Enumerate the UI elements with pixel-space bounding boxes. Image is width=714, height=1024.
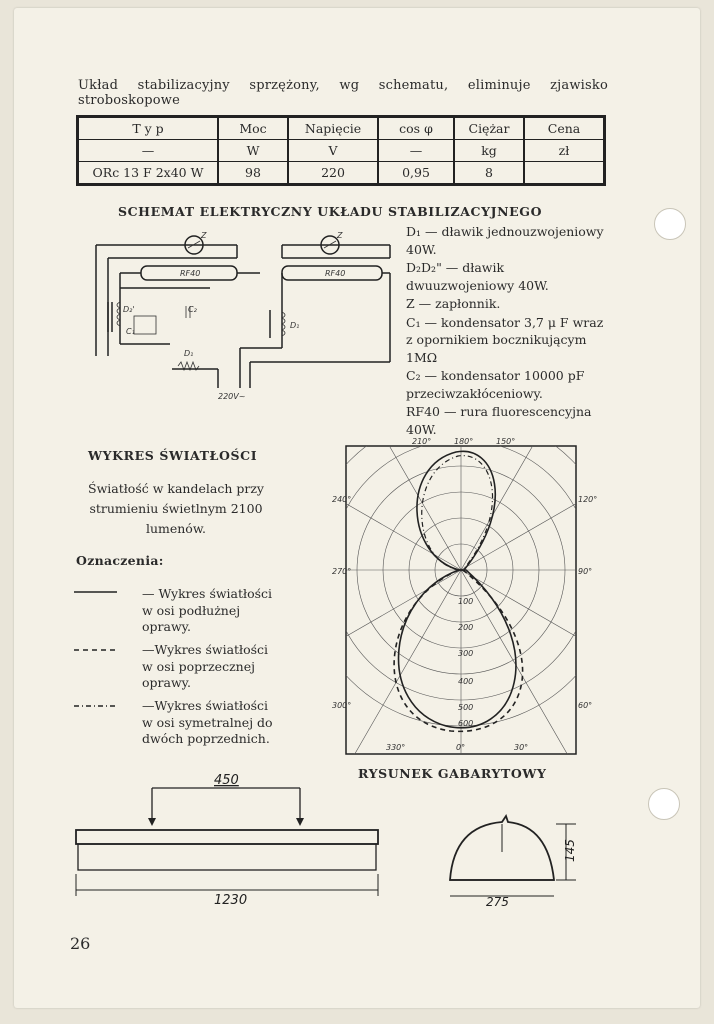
polar-label-270: 270° (332, 567, 352, 576)
legend-c2: C₂ — kondensator 10000 pF przeciwzakłóceniowy. (406, 368, 585, 401)
radial-label-500: 500 (458, 703, 474, 712)
radial-label-400: 400 (458, 677, 474, 686)
gabaryt-title: RYSUNEK GABARYTOWY (358, 766, 547, 781)
polar-label-300: 300° (332, 701, 352, 710)
table-cell: ORc 13 F 2x40 W (78, 162, 219, 185)
circuit-diagram (90, 228, 395, 400)
starter-label-right: Z (337, 231, 343, 240)
polar-label-180: 180° (454, 437, 474, 446)
table-header-row (78, 117, 605, 140)
dim-width-label: 275 (486, 895, 509, 909)
table-header-cell: Ciężar (454, 117, 524, 140)
table-unit-cell: kg (454, 140, 524, 162)
legend-dashed-text: —Wykres światłości w osi poprzecznej oprawy. (142, 642, 269, 690)
upper-lobe-solid (417, 451, 495, 570)
circuit-legend (406, 223, 606, 439)
radial-label-600: 600 (458, 719, 474, 728)
polar-label-120: 120° (578, 495, 598, 504)
dim-spacing-label: 450 (214, 773, 239, 788)
polar-label-30: 30° (514, 743, 529, 752)
oznaczenia-title: Oznaczenia: (76, 553, 164, 568)
polar-label-210: 210° (412, 437, 432, 446)
table-units-row (78, 140, 605, 162)
table-unit-cell: W (218, 140, 288, 162)
table-row (78, 162, 605, 185)
c1-label: C₁ (126, 327, 135, 336)
table-header-cell: Moc (218, 117, 288, 140)
starter-label-left: Z (201, 231, 207, 240)
side-view-drawing (74, 770, 382, 908)
table-header-cell: T y p (78, 117, 219, 140)
intro-text: Układ stabilizacyjny sprzężony, wg schematu, eliminuje zjawisko stroboskopowe (78, 78, 608, 108)
legend-d1: D₁ — dławik jednouzwojeniowy 40W. (406, 224, 604, 257)
radial-label-100: 100 (458, 597, 474, 606)
page-number: 26 (70, 934, 91, 953)
table-unit-cell: zł (524, 140, 605, 162)
supply-label: 220V~ (218, 392, 246, 401)
legend-z: Z — zapłonnik. (406, 296, 501, 311)
dim-height-label: 145 (563, 839, 577, 862)
legend-rf40: RF40 — rura fluorescencyjna 40W. (406, 404, 592, 437)
polar-label-150: 150° (496, 437, 516, 446)
luminous-text: Światłość w kandelach przy strumieniu świetlnym 2100 lumenów. (88, 481, 264, 536)
line-samples (72, 592, 142, 712)
legend-d2: D₂D₂" — dławik dwuuzwojeniowy 40W. (406, 260, 549, 293)
polar-luminous-diagram (332, 437, 598, 754)
wykres-title: WYKRES ŚWIATŁOŚCI (88, 448, 258, 463)
spec-table (76, 115, 606, 186)
polar-label-60: 60° (578, 701, 593, 710)
table-cell: 8 (454, 162, 524, 185)
end-view-drawing (446, 812, 596, 912)
tube-label-left: RF40 (180, 269, 201, 278)
dim-length-label: 1230 (214, 893, 248, 908)
table-unit-cell: — (78, 140, 219, 162)
table-cell: 0,95 (378, 162, 454, 185)
table-header-cell: cos φ (378, 117, 454, 140)
d2-label: D₂' (123, 305, 135, 314)
d1-right-label: D₁ (290, 321, 300, 330)
legend-solid-text: — Wykres światłości w osi podłużnej oprawy. (142, 586, 273, 634)
polar-label-330: 330° (386, 743, 406, 752)
punch-hole-bottom (648, 788, 680, 820)
table-cell (524, 162, 605, 185)
legend-c1: C₁ — kondensator 3,7 μ F wraz z opornikiem bocznikującym 1MΩ (406, 314, 604, 365)
tube-label-right: RF40 (325, 269, 346, 278)
schemat-title: SCHEMAT ELEKTRYCZNY UKŁADU STABILIZACYJNEGO (118, 204, 543, 219)
legend-dashdot-text: —Wykres światłości w osi symetralnej do dwóch poprzednich. (142, 698, 273, 746)
radial-label-200: 200 (458, 623, 474, 632)
polar-label-0: 0° (456, 743, 466, 752)
table-unit-cell: — (378, 140, 454, 162)
table-cell: 220 (288, 162, 378, 185)
table-header-cell: Cena (524, 117, 605, 140)
c2-label: C₂ (188, 305, 197, 314)
table-cell: 98 (218, 162, 288, 185)
polar-label-90: 90° (578, 567, 593, 576)
punch-hole-top (654, 208, 686, 240)
table-header-cell: Napięcie (288, 117, 378, 140)
d1-left-label: D₁ (184, 349, 194, 358)
radial-label-300: 300 (458, 649, 474, 658)
table-unit-cell: V (288, 140, 378, 162)
polar-label-240: 240° (332, 495, 352, 504)
